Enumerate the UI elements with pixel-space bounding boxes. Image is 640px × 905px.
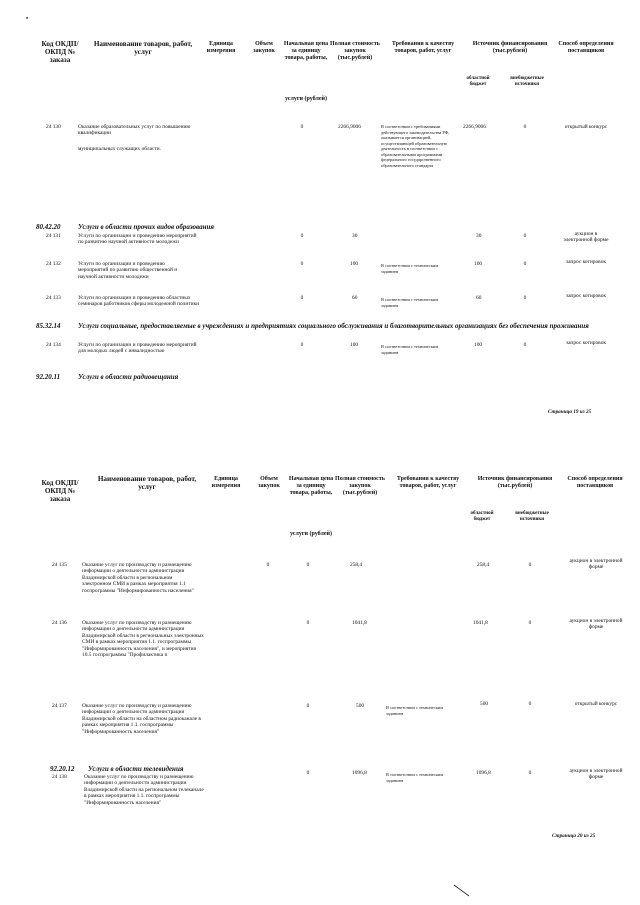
row-regional: 500 bbox=[480, 701, 489, 707]
section-code: 92.20.12 bbox=[50, 765, 75, 773]
row-extra: 0 bbox=[523, 295, 527, 301]
document-page-20 bbox=[0, 445, 640, 905]
row-regional: 1041,8 bbox=[473, 620, 488, 626]
section-code: 92.20.11 bbox=[36, 373, 61, 381]
header-source: Источник финансирования (тыс.рублей) bbox=[472, 41, 548, 54]
page-footer: Страница 19 из 25 bbox=[548, 409, 592, 415]
row-regional: 258,4 bbox=[477, 562, 490, 568]
row-extra: 0 bbox=[528, 620, 532, 626]
row-number: 24 133 bbox=[46, 295, 61, 301]
header-name: Наименование товаров, работ, услуг bbox=[97, 475, 197, 492]
row-number: 24 132 bbox=[46, 261, 61, 267]
row-name: Оказание услуг по производству и размещению информации о деятельности администрации Владимирской области в региональном электронном СМИ в рамках мероприятия 1.1 госпрограммы "Информированность населения" bbox=[82, 562, 194, 594]
row-extra: 0 bbox=[528, 770, 532, 776]
row-extra: 0 bbox=[523, 342, 527, 348]
header-source-regional: областной бюджет bbox=[470, 511, 494, 522]
section-code: 85.32.14 bbox=[36, 322, 61, 330]
row-method: аукцион в электронной форме bbox=[563, 231, 609, 244]
header-price-unit: услуги (рублей) bbox=[284, 96, 328, 102]
row-price: 0 bbox=[300, 261, 304, 267]
row-price: 0 bbox=[300, 233, 304, 239]
row-total: 60 bbox=[352, 295, 358, 301]
section-title: Услуги социальные, предоставляемые в учреждениях и предприятиях социального обслуживания и благотворительных организациях без обеспечения проживания bbox=[78, 322, 589, 330]
row-method: запрос котировок bbox=[565, 293, 607, 299]
row-extra: 0 bbox=[523, 124, 527, 130]
row-number: 24 135 bbox=[52, 562, 67, 568]
row-price: 0 bbox=[300, 295, 304, 301]
row-name: Оказание образовательных услуг по повышению квалификации bbox=[78, 124, 191, 137]
row-requirements: В соответствии с техническим заданием bbox=[381, 344, 439, 355]
row-price: 0 bbox=[306, 703, 310, 709]
row-price: 0 bbox=[306, 562, 310, 568]
row-total: 1041,8 bbox=[352, 620, 367, 626]
header-name: Наименование товаров, работ, услуг bbox=[93, 40, 193, 57]
row-number: 24 130 bbox=[46, 124, 61, 130]
row-extra: 0 bbox=[523, 261, 527, 267]
header-code: Код ОКДП/ ОКПД № заказа bbox=[41, 479, 79, 504]
row-total: 500 bbox=[356, 703, 365, 709]
row-requirements: В соответствии с техническим заданием bbox=[386, 772, 444, 783]
header-method: Способ определения поставщиков bbox=[567, 476, 623, 489]
row-extra: 0 bbox=[528, 562, 532, 568]
header-unit: Единица измерения bbox=[206, 41, 236, 54]
section-title: Услуги в области радиовещания bbox=[78, 373, 179, 381]
scan-artifact-stroke bbox=[452, 883, 472, 899]
header-requirements: Требования к качеству товаров, работ, услуг bbox=[396, 476, 460, 489]
row-requirements: В соответствии с техническим заданием bbox=[386, 705, 444, 716]
row-regional: 60 bbox=[476, 295, 482, 301]
row-method: аукцион в электронной форме bbox=[569, 768, 623, 781]
row-total: 1096,8 bbox=[352, 770, 367, 776]
header-price-unit: услуги (рублей) bbox=[289, 531, 333, 537]
row-price: 0 bbox=[306, 620, 310, 626]
header-requirements: Требования к качеству товаров, работ, услуг bbox=[391, 41, 455, 54]
section-title: Услуги в области телевидения bbox=[88, 765, 184, 773]
scan-mark: • bbox=[26, 16, 29, 22]
header-source: Источник финансирования (тыс.рублей) bbox=[477, 476, 553, 489]
row-regional: 100 bbox=[474, 261, 483, 267]
row-requirements: В соответствии с техническим заданием bbox=[381, 297, 439, 308]
row-number: 24 137 bbox=[52, 703, 67, 709]
row-regional: 30 bbox=[476, 233, 482, 239]
header-price: Начальная цена за единицу товара, работы, bbox=[288, 476, 334, 496]
header-total: Полная стоимость закупок (тыс.рублей) bbox=[335, 476, 385, 496]
row-price: 0 bbox=[300, 124, 304, 130]
row-method: открытый конкурс bbox=[574, 701, 618, 707]
row-number: 24 134 bbox=[46, 342, 61, 348]
row-price: 0 bbox=[300, 342, 304, 348]
row-name: Оказание услуг по производству и размещению информации о деятельности администрации Владимирской области на областном радиоканале в рамках мероприятия 1.1. госпрограммы "Информированность населения" bbox=[82, 703, 201, 735]
row-method: запрос котировок bbox=[565, 259, 607, 265]
row-price: 0 bbox=[306, 770, 310, 776]
header-total: Полная стоимость закупок (тыс.рублей) bbox=[330, 41, 380, 61]
row-name: Услуги по организации и проведению областных семинаров работников сферы молодежной политики bbox=[78, 295, 199, 308]
row-name: Оказание услуг по производству и размещению информации о деятельности администрации Владимирской области на региональном телеканале в рамках мероприятия 1.1. госпрограммы "Информированность населения" bbox=[84, 774, 204, 806]
row-requirements: В соответствии с требованиями действующего законодательства РФ, оказывается организацией, осуществляющей образовательную деятельность в соответствии с образовательными программами федерального государственного образовательного стандарта bbox=[381, 124, 450, 168]
row-name: Услуги по организации и проведению мероприятий для молодых людей с инвалидностью bbox=[78, 342, 197, 355]
row-total: 2266,9006 bbox=[338, 124, 361, 130]
page-footer: Страница 20 из 25 bbox=[552, 833, 596, 839]
row-total: 100 bbox=[350, 342, 359, 348]
header-source-regional: областной бюджет bbox=[466, 76, 490, 87]
row-number: 24 138 bbox=[52, 774, 67, 780]
row-number: 24 136 bbox=[52, 620, 67, 626]
row-method: запрос котировок bbox=[565, 340, 607, 346]
header-source-extra: внебюджетные источники bbox=[515, 511, 549, 522]
header-price: Начальная цена за единицу товара, работы, bbox=[283, 41, 329, 61]
row-total: 258,4 bbox=[350, 562, 363, 568]
row-name: Услуги по организации и проведению мероприятий по развитию общественной и научной активности молодежи bbox=[78, 261, 178, 280]
row-extra: 0 bbox=[528, 701, 532, 707]
row-regional: 1096,8 bbox=[476, 770, 491, 776]
header-code: Код ОКДП/ ОКПД № заказа bbox=[41, 40, 79, 65]
row-extra: 0 bbox=[523, 233, 527, 239]
row-method: аукцион в электронной форме bbox=[569, 618, 623, 631]
section-title: Услуги в области прочих видов образования bbox=[78, 223, 214, 231]
row-requirements: В соответствии с техническим заданием bbox=[381, 263, 439, 274]
header-volume: Объем закупок bbox=[258, 476, 280, 489]
row-name-continued: муниципальных служащих области. bbox=[78, 146, 161, 152]
document-page-19 bbox=[0, 0, 640, 445]
header-method: Способ определения поставщиков bbox=[558, 41, 614, 54]
row-method: аукцион в электронной форме bbox=[569, 558, 623, 571]
row-method: открытый конкурс bbox=[564, 124, 608, 130]
row-total: 100 bbox=[350, 261, 359, 267]
row-name: Оказание услуг по производству и размещению информации о деятельности администрации Владимирской области в региональных электронных СМИ в рамках мероприятия 1.1. госпрограммы "Информированность населения", и мероприятия 10.5 госпрограммы "Профилактика п bbox=[82, 620, 204, 659]
row-volume: 0 bbox=[266, 562, 270, 568]
row-name: Услуги по организации и проведению мероприятий по развитию научной активности молодежи bbox=[78, 233, 197, 246]
row-regional: 2266,9006 bbox=[463, 124, 486, 130]
section-code: 80.42.20 bbox=[36, 223, 61, 231]
row-regional: 100 bbox=[474, 342, 483, 348]
row-total: 30 bbox=[352, 233, 358, 239]
header-unit: Единица измерения bbox=[211, 476, 241, 489]
header-volume: Объем закупок bbox=[253, 41, 275, 54]
header-source-extra: внебюджетные источники bbox=[510, 76, 544, 87]
row-number: 24 131 bbox=[46, 233, 61, 239]
